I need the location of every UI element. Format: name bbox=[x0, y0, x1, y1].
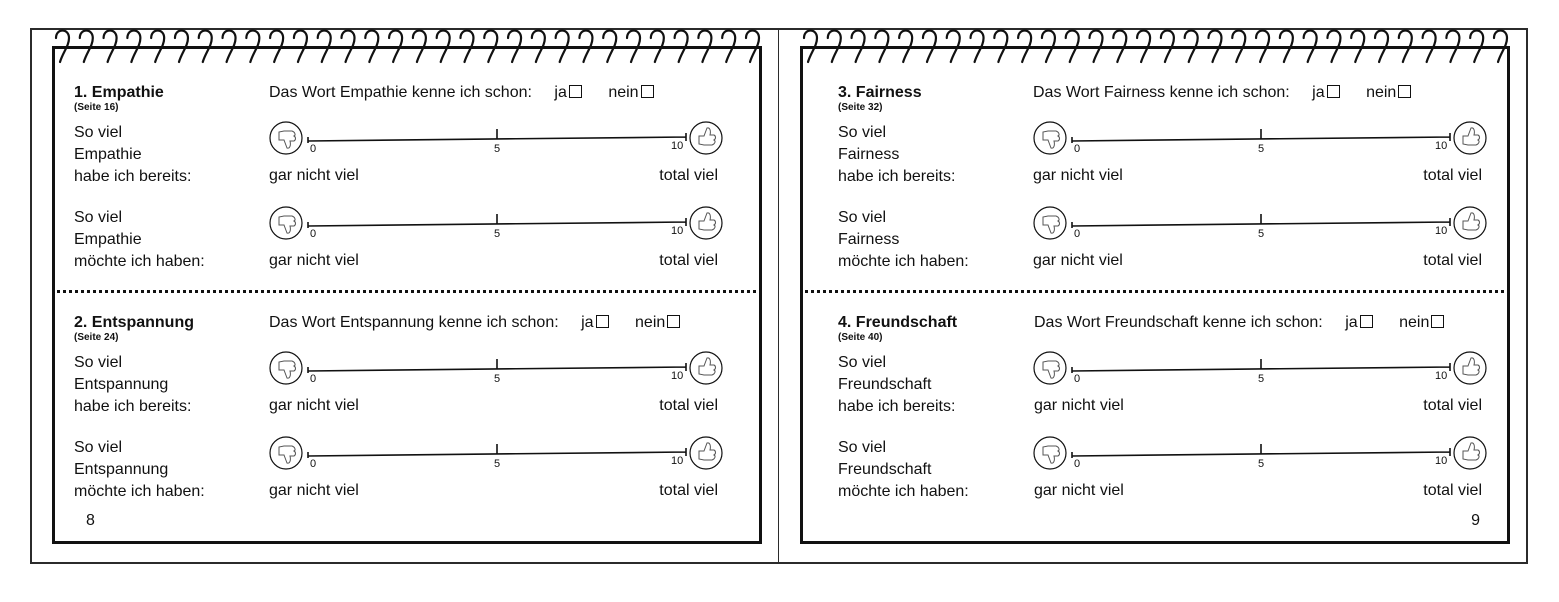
spiral-loop bbox=[1066, 31, 1079, 63]
dotted-divider bbox=[52, 290, 762, 293]
scale-max-label: 10 bbox=[1435, 225, 1448, 237]
rating-scale[interactable] bbox=[268, 205, 724, 245]
know-question bbox=[269, 314, 680, 332]
spiral-loop bbox=[994, 31, 1007, 63]
spiral-loop bbox=[365, 31, 378, 63]
spiral-loop bbox=[294, 31, 307, 63]
thumbs-up-icon bbox=[1454, 437, 1486, 469]
spiral-loop bbox=[556, 31, 569, 63]
ja-checkbox[interactable] bbox=[569, 85, 582, 98]
scale-max-label: 10 bbox=[1435, 370, 1448, 382]
scale-min-label: 0 bbox=[1074, 228, 1081, 240]
spiral-loop bbox=[675, 31, 688, 63]
row-label bbox=[74, 352, 191, 418]
scale-min-label: 0 bbox=[310, 228, 317, 240]
thumbs-down-icon bbox=[1034, 122, 1066, 154]
thumbs-down-icon bbox=[270, 352, 302, 384]
thumbs-up-icon bbox=[1454, 122, 1486, 154]
row-label-line: So viel bbox=[838, 354, 887, 371]
row-label bbox=[838, 122, 955, 188]
know-question-text: Das Wort Entspannung kenne ich schon: bbox=[269, 314, 559, 331]
spiral-loop bbox=[1113, 31, 1126, 63]
row-label-line: möchte ich haben: bbox=[838, 253, 969, 270]
scale-max-label: 10 bbox=[671, 225, 684, 237]
spiral-loop bbox=[175, 31, 188, 63]
spiral-loop bbox=[437, 31, 450, 63]
nein-label: nein bbox=[635, 314, 666, 331]
spiral-loop bbox=[1494, 31, 1507, 63]
rating-scale[interactable] bbox=[1032, 435, 1488, 475]
row-label-line: So viel bbox=[838, 124, 887, 141]
rating-scale[interactable] bbox=[1032, 205, 1488, 245]
scale-min-label: 0 bbox=[1074, 373, 1081, 385]
ja-checkbox[interactable] bbox=[596, 315, 609, 328]
spiral-loop bbox=[318, 31, 331, 63]
row-label bbox=[838, 352, 955, 418]
section-title: 3. Fairness bbox=[838, 84, 922, 101]
thumbs-down-icon bbox=[270, 122, 302, 154]
thumbs-down-icon bbox=[1034, 437, 1066, 469]
row-label-line: Freundschaft bbox=[838, 376, 932, 393]
row-label-line: habe ich bereits: bbox=[74, 168, 192, 185]
spiral-loop bbox=[389, 31, 402, 63]
row-label-line: So viel bbox=[74, 439, 123, 456]
page-right bbox=[800, 46, 1510, 544]
row-label-line: So viel bbox=[74, 354, 123, 371]
spiral-loop bbox=[246, 31, 259, 63]
spiral-loop bbox=[1185, 31, 1198, 63]
row-label-line: Freundschaft bbox=[838, 461, 932, 478]
page-left bbox=[52, 46, 762, 544]
scale-low-label: gar nicht viel bbox=[269, 167, 359, 184]
section-title: 4. Freundschaft bbox=[838, 314, 958, 331]
spiral-loop bbox=[223, 31, 236, 63]
scale-min-label: 0 bbox=[1074, 458, 1081, 470]
spiral-loop bbox=[1423, 31, 1436, 63]
spiral-loop bbox=[104, 31, 117, 63]
thumbs-down-icon bbox=[1034, 207, 1066, 239]
nein-checkbox[interactable] bbox=[641, 85, 654, 98]
book-gutter bbox=[778, 28, 779, 564]
spiral-loop bbox=[151, 31, 164, 63]
spiral-loop bbox=[852, 31, 865, 63]
spiral-loop bbox=[508, 31, 521, 63]
spiral-loop bbox=[1090, 31, 1103, 63]
scale-max-label: 10 bbox=[671, 455, 684, 467]
rating-scale[interactable] bbox=[268, 435, 724, 475]
spiral-loop bbox=[127, 31, 140, 63]
spiral-binding bbox=[54, 28, 760, 68]
scale-mid-label: 5 bbox=[1258, 143, 1265, 155]
row-label-line: habe ich bereits: bbox=[838, 168, 956, 185]
nein-label: nein bbox=[1399, 314, 1430, 331]
know-question bbox=[269, 84, 654, 102]
page-number: 9 bbox=[1471, 512, 1480, 529]
section-title: 1. Empathie bbox=[74, 84, 164, 101]
scale-low-label: gar nicht viel bbox=[269, 482, 359, 499]
scale-min-label: 0 bbox=[310, 143, 317, 155]
spiral-loop bbox=[1446, 31, 1459, 63]
spiral-loop bbox=[1375, 31, 1388, 63]
thumbs-down-icon bbox=[1034, 352, 1066, 384]
spiral-loop bbox=[1304, 31, 1317, 63]
spiral-loop bbox=[532, 31, 545, 63]
scale-high-label: total viel bbox=[1423, 252, 1482, 269]
scale-max-label: 10 bbox=[671, 140, 684, 152]
spiral-loop bbox=[627, 31, 640, 63]
spiral-loop bbox=[804, 31, 817, 63]
row-label bbox=[74, 122, 191, 188]
section-page-ref: (Seite 40) bbox=[838, 332, 883, 343]
spiral-loop bbox=[579, 31, 592, 63]
scale-high-label: total viel bbox=[659, 397, 718, 414]
scale-min-label: 0 bbox=[310, 458, 317, 470]
row-label-line: Entspannung bbox=[74, 461, 169, 478]
dotted-divider bbox=[800, 290, 1510, 293]
scale-mid-label: 5 bbox=[494, 458, 501, 470]
ja-checkbox[interactable] bbox=[1360, 315, 1373, 328]
scale-low-label: gar nicht viel bbox=[1034, 397, 1124, 414]
row-label-line: habe ich bereits: bbox=[838, 398, 956, 415]
scale-mid-label: 5 bbox=[1258, 228, 1265, 240]
rating-row bbox=[52, 437, 762, 517]
row-label-line: Fairness bbox=[838, 231, 900, 248]
spiral-loop bbox=[1470, 31, 1483, 63]
scale-mid-label: 5 bbox=[494, 373, 501, 385]
thumbs-up-icon bbox=[1454, 207, 1486, 239]
scale-mid-label: 5 bbox=[1258, 373, 1265, 385]
row-label bbox=[74, 207, 205, 273]
know-question bbox=[1033, 84, 1411, 102]
spiral-loop bbox=[971, 31, 984, 63]
know-question-text: Das Wort Freundschaft kenne ich schon: bbox=[1034, 314, 1323, 331]
ja-label: ja bbox=[1345, 314, 1358, 331]
spiral-loop bbox=[722, 31, 735, 63]
row-label-line: möchte ich haben: bbox=[838, 483, 969, 500]
section-page-ref: (Seite 16) bbox=[74, 102, 119, 113]
ja-label: ja bbox=[581, 314, 594, 331]
spiral-loop bbox=[1280, 31, 1293, 63]
rating-row bbox=[52, 207, 762, 287]
rating-row bbox=[800, 207, 1510, 287]
scale-max-label: 10 bbox=[671, 370, 684, 382]
spiral-loop bbox=[1327, 31, 1340, 63]
know-question bbox=[1034, 314, 1444, 332]
rating-row bbox=[800, 352, 1510, 432]
row-label-line: So viel bbox=[838, 209, 887, 226]
spiral-loop bbox=[746, 31, 759, 63]
scale-high-label: total viel bbox=[1423, 482, 1482, 499]
ja-label: ja bbox=[554, 84, 567, 101]
spiral-binding bbox=[802, 28, 1508, 68]
row-label-line: Empathie bbox=[74, 146, 142, 163]
nein-checkbox[interactable] bbox=[667, 315, 680, 328]
thumbs-up-icon bbox=[690, 352, 722, 384]
spiral-loop bbox=[1256, 31, 1269, 63]
row-label-line: habe ich bereits: bbox=[74, 398, 192, 415]
spiral-loop bbox=[899, 31, 912, 63]
row-label-line: Empathie bbox=[74, 231, 142, 248]
scale-high-label: total viel bbox=[659, 167, 718, 184]
nein-checkbox[interactable] bbox=[1431, 315, 1444, 328]
spiral-loop bbox=[923, 31, 936, 63]
scale-low-label: gar nicht viel bbox=[269, 397, 359, 414]
rating-scale[interactable] bbox=[1032, 120, 1488, 160]
spiral-loop bbox=[1351, 31, 1364, 63]
spiral-loop bbox=[1232, 31, 1245, 63]
know-question-text: Das Wort Empathie kenne ich schon: bbox=[269, 84, 532, 101]
scale-max-label: 10 bbox=[1435, 455, 1448, 467]
spiral-loop bbox=[1042, 31, 1055, 63]
page-number: 8 bbox=[86, 512, 95, 529]
rating-scale[interactable] bbox=[268, 350, 724, 390]
spiral-loop bbox=[270, 31, 283, 63]
ja-label: ja bbox=[1312, 84, 1325, 101]
scale-high-label: total viel bbox=[659, 252, 718, 269]
nein-label: nein bbox=[608, 84, 639, 101]
rating-row bbox=[800, 122, 1510, 202]
row-label bbox=[838, 437, 969, 503]
thumbs-up-icon bbox=[690, 207, 722, 239]
scale-min-label: 0 bbox=[310, 373, 317, 385]
thumbs-down-icon bbox=[270, 207, 302, 239]
scale-low-label: gar nicht viel bbox=[1033, 252, 1123, 269]
thumbs-down-icon bbox=[270, 437, 302, 469]
scale-mid-label: 5 bbox=[1258, 458, 1265, 470]
scale-min-label: 0 bbox=[1074, 143, 1081, 155]
row-label-line: So viel bbox=[74, 124, 123, 141]
nein-label: nein bbox=[1366, 84, 1397, 101]
row-label-line: Entspannung bbox=[74, 376, 169, 393]
row-label bbox=[74, 437, 205, 503]
nein-checkbox[interactable] bbox=[1398, 85, 1411, 98]
thumbs-up-icon bbox=[690, 437, 722, 469]
spiral-loop bbox=[828, 31, 841, 63]
rating-scale[interactable] bbox=[268, 120, 724, 160]
scale-mid-label: 5 bbox=[494, 143, 501, 155]
row-label-line: So viel bbox=[74, 209, 123, 226]
scale-high-label: total viel bbox=[659, 482, 718, 499]
row-label bbox=[838, 207, 969, 273]
scale-low-label: gar nicht viel bbox=[269, 252, 359, 269]
section-page-ref: (Seite 24) bbox=[74, 332, 119, 343]
scale-mid-label: 5 bbox=[494, 228, 501, 240]
scale-high-label: total viel bbox=[1423, 397, 1482, 414]
spiral-loop bbox=[1137, 31, 1150, 63]
ja-checkbox[interactable] bbox=[1327, 85, 1340, 98]
spiral-loop bbox=[1018, 31, 1031, 63]
scale-high-label: total viel bbox=[1423, 167, 1482, 184]
row-label-line: möchte ich haben: bbox=[74, 253, 205, 270]
spiral-loop bbox=[484, 31, 497, 63]
row-label-line: möchte ich haben: bbox=[74, 483, 205, 500]
spiral-loop bbox=[80, 31, 93, 63]
spiral-loop bbox=[413, 31, 426, 63]
spiral-loop bbox=[199, 31, 212, 63]
section-title: 2. Entspannung bbox=[74, 314, 194, 331]
scale-low-label: gar nicht viel bbox=[1033, 167, 1123, 184]
row-label-line: Fairness bbox=[838, 146, 900, 163]
spiral-loop bbox=[1161, 31, 1174, 63]
rating-scale[interactable] bbox=[1032, 350, 1488, 390]
spiral-loop bbox=[56, 31, 69, 63]
thumbs-up-icon bbox=[1454, 352, 1486, 384]
spiral-loop bbox=[651, 31, 664, 63]
spiral-loop bbox=[947, 31, 960, 63]
spiral-loop bbox=[875, 31, 888, 63]
spiral-loop bbox=[603, 31, 616, 63]
spiral-loop bbox=[1208, 31, 1221, 63]
scale-low-label: gar nicht viel bbox=[1034, 482, 1124, 499]
rating-row bbox=[800, 437, 1510, 517]
rating-row bbox=[52, 122, 762, 202]
row-label-line: So viel bbox=[838, 439, 887, 456]
know-question-text: Das Wort Fairness kenne ich schon: bbox=[1033, 84, 1290, 101]
rating-row bbox=[52, 352, 762, 432]
spiral-loop bbox=[460, 31, 473, 63]
spiral-loop bbox=[342, 31, 355, 63]
spiral-loop bbox=[1399, 31, 1412, 63]
thumbs-up-icon bbox=[690, 122, 722, 154]
spiral-loop bbox=[698, 31, 711, 63]
scale-max-label: 10 bbox=[1435, 140, 1448, 152]
section-page-ref: (Seite 32) bbox=[838, 102, 883, 113]
